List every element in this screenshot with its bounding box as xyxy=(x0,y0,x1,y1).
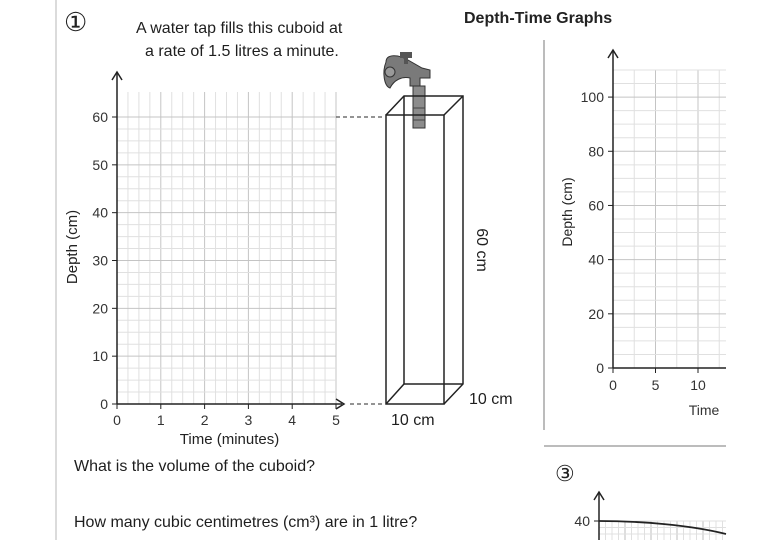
x-tick-label: 0 xyxy=(609,377,617,393)
question-1-intro-line1: A water tap fills this cuboid at xyxy=(136,20,343,37)
y-tick-label: 60 xyxy=(92,109,108,125)
y-tick-label: 50 xyxy=(92,156,108,173)
question-volume: What is the volume of the cuboid? xyxy=(74,458,316,475)
y-tick-label: 10 xyxy=(92,348,108,365)
cuboid-height-label: 60 cm xyxy=(473,228,490,272)
question-number-3: ③ xyxy=(555,461,575,486)
y-tick-label: 60 xyxy=(588,197,604,214)
y-axis-title: Depth (cm) xyxy=(64,209,81,285)
question-1-intro-line2: a rate of 1.5 litres a minute. xyxy=(145,43,339,60)
x-tick-label: 10 xyxy=(690,377,706,393)
x-axis-title: Time xyxy=(688,402,720,418)
y-tick-label: 100 xyxy=(580,89,604,106)
question-litre: How many cubic centimetres (cm³) are in 1 litre? xyxy=(74,514,418,531)
x-tick-label: 4 xyxy=(288,412,297,428)
y-tick-label: 30 xyxy=(92,252,108,269)
y-axis-title: Depth (cm) xyxy=(559,177,575,247)
y-tick-label: 40 xyxy=(588,251,604,268)
y-tick-label: 0 xyxy=(100,396,108,412)
y-tick-label: 40 xyxy=(92,204,108,221)
x-tick-label: 5 xyxy=(332,412,340,428)
x-tick-label: 2 xyxy=(200,412,209,428)
x-tick-label: 1 xyxy=(156,412,165,428)
question-number-1: ① xyxy=(64,7,88,37)
y-tick-label: 20 xyxy=(588,305,604,322)
y-tick-label: 0 xyxy=(596,360,604,376)
cuboid-depth-label: 10 cm xyxy=(469,391,513,408)
y-tick-label: 40 xyxy=(574,513,590,529)
y-tick-label: 80 xyxy=(588,143,604,160)
x-tick-label: 3 xyxy=(244,412,253,428)
y-tick-label: 20 xyxy=(92,300,108,317)
x-tick-label: 0 xyxy=(113,412,121,428)
x-tick-label: 5 xyxy=(651,377,660,393)
x-axis-title: Time (minutes) xyxy=(179,431,280,448)
cuboid-width-label: 10 cm xyxy=(391,412,435,429)
worksheet-title: Depth-Time Graphs xyxy=(464,10,613,27)
